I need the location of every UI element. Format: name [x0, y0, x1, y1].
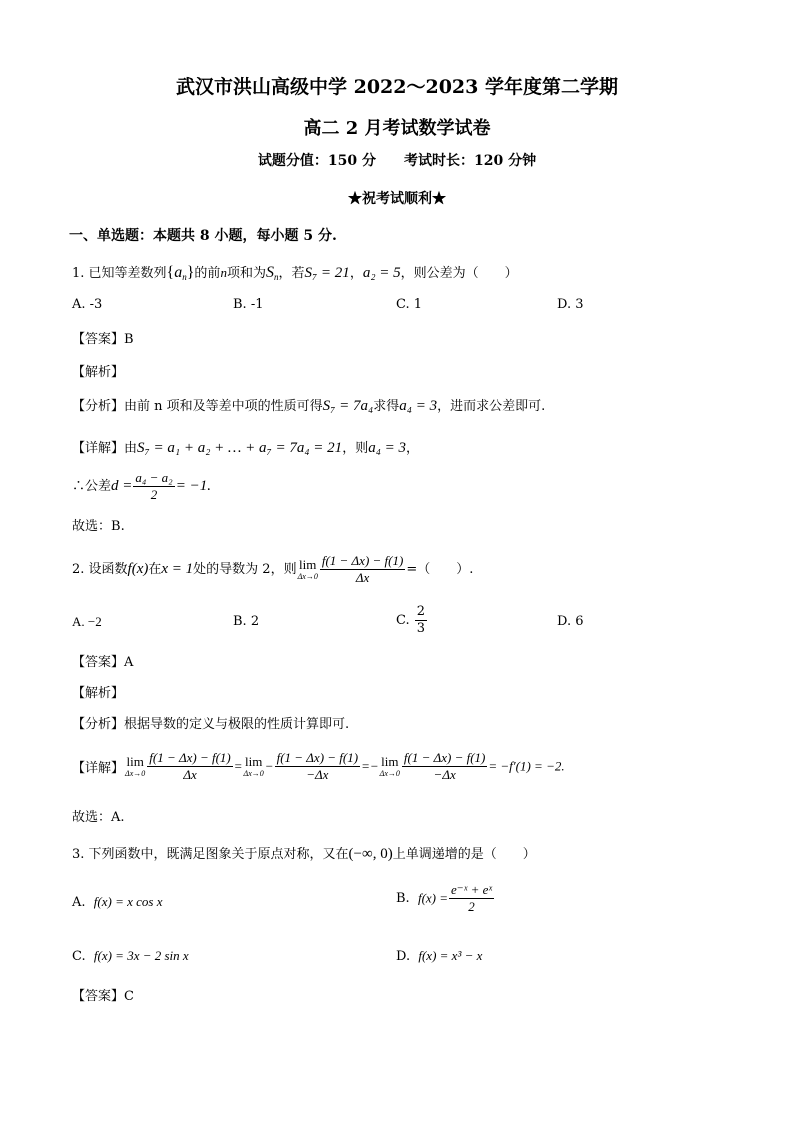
q2-answer [72, 651, 133, 670]
fenxi-label: 【分析】 [72, 399, 125, 414]
q2-option-b: B. 2 [233, 614, 260, 629]
q1-seq: a [174, 264, 183, 281]
q1-d-fraction [133, 470, 174, 503]
q2-fx: f(x) [127, 561, 149, 577]
lim-word: lim [245, 754, 263, 769]
question-3-stem [72, 843, 536, 863]
q3-answer [72, 985, 134, 1004]
exam-title: 武汉市洪山高级中学 2022～2023 学年度第二学期 [176, 76, 618, 98]
q1-detail-eq1: S₇ = a₁ + a₂ + … + a₇ = 7a₄ = 21 [137, 440, 343, 456]
q3-option-b-label: B. [396, 891, 410, 906]
q1-detail-t1: 由 [124, 441, 138, 456]
q1-n: n [220, 265, 227, 280]
xiangjie-label: 【详解】 [72, 441, 125, 456]
q1-fenxi-t1: 由前 n 项和及等差中项的性质可得 [124, 399, 323, 414]
q1-S: S [265, 264, 274, 281]
q1-t3: ，若 [278, 266, 305, 281]
lim-sub: Δx→0 [243, 769, 264, 778]
score-info: 试题分值：150 分 考试时长：120 分钟 [257, 153, 537, 169]
q1-S-sub: n [273, 272, 279, 282]
q2-option-d: D. 6 [557, 614, 584, 629]
equals: = [361, 758, 370, 774]
q1-fenxi-t3: ，进而求公差即可. [437, 399, 546, 414]
q2-option-a: A. −2 [72, 614, 102, 629]
q3-option-c [72, 948, 189, 964]
q3-option-b-lhs: f(x) = [417, 890, 449, 906]
q2-t1: 在 [148, 562, 162, 577]
q3-option-a-label: A. [72, 895, 86, 910]
lim-sub: Δx→0 [379, 769, 400, 778]
q3-stem-2: 上单调递增的是（ ） [392, 847, 536, 862]
equals: = [233, 758, 243, 774]
q2-option-c [396, 604, 428, 637]
q2-jiexi-label: 【解析】 [72, 686, 125, 701]
q1-detail-eq2: a₄ = 3 [368, 440, 407, 456]
minus: − [369, 758, 379, 774]
q3-option-d-formula: f(x) = x³ − x [418, 948, 483, 963]
q2-choose-value: A. [111, 810, 125, 825]
good-luck-line: ★祝考试顺利★ [348, 191, 446, 207]
q3-option-b [396, 882, 495, 915]
q1-t2: 项和为 [226, 266, 266, 281]
q2-detail-lim-2 [244, 755, 264, 778]
q1-detail [72, 437, 419, 457]
xiangjie-label: 【详解】 [72, 761, 125, 776]
q2-lim-sub: Δx→0 [297, 572, 318, 581]
q2-detail-frac-2 [275, 750, 361, 783]
q2-option-c-fraction [415, 604, 427, 637]
frac-numerator: f(1 − Δx) − f(1) [403, 750, 486, 765]
q3-option-a [72, 894, 162, 910]
q3-option-b-num: e⁻ˣ + eˣ [451, 882, 493, 897]
q1-d-prefix: ∴公差 [72, 479, 112, 494]
q3-option-c-label: C. [72, 949, 86, 964]
q2-numerator: f(1 − Δx) − f(1) [321, 553, 404, 568]
lim-word: lim [381, 754, 399, 769]
answer-label: 【答案】 [72, 989, 125, 1004]
q1-fenxi-t2: 求得 [373, 399, 400, 414]
q1-d-numerator: a₄ − a₂ [135, 470, 173, 485]
q2-t2: 处的导数为 2，则 [193, 562, 297, 577]
q1-jiexi-label: 【解析】 [72, 365, 125, 380]
q1-t1: 的前 [194, 266, 221, 281]
q3-option-d-label: D. [396, 949, 411, 964]
q2-detail-result: = −f′(1) = −2. [488, 758, 565, 774]
q2-prefix: 2. 设函数 [72, 562, 128, 577]
q2-fenxi-text: 根据导数的定义与极限的性质计算即可. [124, 717, 350, 732]
q1-cond1: S₇ = 21 [304, 265, 350, 281]
q3-option-b-den: 2 [468, 899, 475, 914]
guxuan-label: 故选： [72, 519, 112, 534]
frac-denominator: −Δx [433, 767, 456, 782]
q2-detail-frac-3 [402, 750, 488, 783]
guxuan-label: 故选： [72, 810, 112, 825]
q1-option-b: B. -1 [233, 297, 264, 312]
exam-subtitle: 高二 2 月考试数学试卷 [303, 118, 491, 139]
q1-t5: ，则公差为（ ） [400, 266, 518, 281]
q2-x1: x = 1 [161, 561, 194, 577]
q1-choose-value: B. [111, 519, 125, 534]
q3-option-a-formula: f(x) = x cos x [93, 894, 163, 909]
answer-label: 【答案】 [72, 655, 125, 670]
lim-sub: Δx→0 [125, 769, 146, 778]
q1-prefix: 1. 已知等差数列 [72, 266, 167, 281]
q1-seq-sub: n [182, 272, 187, 282]
q1-t4: ， [349, 266, 363, 281]
section-heading: 一、单选题：本题共 8 小题，每小题 5 分. [69, 228, 337, 244]
fenxi-label: 【分析】 [72, 717, 125, 732]
q2-detail-lim-3 [380, 755, 400, 778]
q3-interval: (−∞, 0) [348, 846, 393, 862]
q1-fenxi-eq1: S₇ = 7a₄ [322, 398, 374, 414]
frac-denominator: −Δx [306, 767, 329, 782]
minus: − [264, 758, 274, 774]
q3-option-b-fraction [449, 882, 494, 915]
q2-answer-value: A [124, 655, 134, 670]
q2-denominator: Δx [355, 570, 370, 585]
q2-option-c-label: C. [396, 613, 410, 628]
q2-fenxi [72, 713, 349, 732]
q1-choose [72, 515, 125, 534]
q2-fraction [320, 553, 406, 586]
q2-choose [72, 806, 125, 825]
answer-label: 【答案】 [72, 332, 125, 347]
q1-option-d: D. 3 [557, 297, 584, 312]
question-1-stem: 1. 已知等差数列$\{a_n\}$的前n项和为$S_n$，若S₇ = 21，a₂ = 5，则公差为（ ） [72, 264, 518, 282]
lim-word: lim [126, 754, 144, 769]
q1-fenxi-eq2: a₄ = 3 [399, 398, 438, 414]
q2-option-c-den: 3 [416, 621, 426, 636]
frac-numerator: f(1 − Δx) − f(1) [276, 750, 359, 765]
q1-fenxi [72, 395, 545, 415]
q3-option-d [396, 948, 482, 964]
q2-detail-lim-1 [125, 755, 145, 778]
q1-d-denominator: 2 [150, 487, 158, 502]
q2-detail-frac-1 [147, 750, 233, 783]
question-2-stem [72, 553, 473, 586]
frac-numerator: f(1 − Δx) − f(1) [149, 750, 231, 765]
q2-t3: =（ ）. [406, 562, 474, 577]
q2-lim [298, 558, 318, 581]
q1-answer [72, 328, 134, 347]
q2-option-c-num: 2 [416, 604, 426, 619]
q1-cond2: a₂ = 5 [362, 265, 401, 281]
q1-detail-t2: ，则 [342, 441, 369, 456]
q3-answer-value: C [124, 989, 134, 1004]
q1-answer-value: B [124, 332, 134, 347]
q1-d-result: = −1. [175, 478, 211, 494]
q1-option-a: A. -3 [72, 297, 103, 312]
q3-stem-1: 3. 下列函数中，既满足图象关于原点对称，又在 [72, 847, 349, 862]
q2-detail [72, 750, 565, 783]
q1-option-c: C. 1 [396, 297, 423, 312]
frac-denominator: Δx [183, 767, 197, 782]
q2-lim-word: lim [299, 557, 317, 572]
q1-d-var: d = [111, 478, 133, 494]
q3-option-c-formula: f(x) = 3x − 2 sin x [93, 948, 189, 963]
q1-detail-t3: ， [406, 441, 420, 456]
q1-common-difference [72, 470, 211, 503]
